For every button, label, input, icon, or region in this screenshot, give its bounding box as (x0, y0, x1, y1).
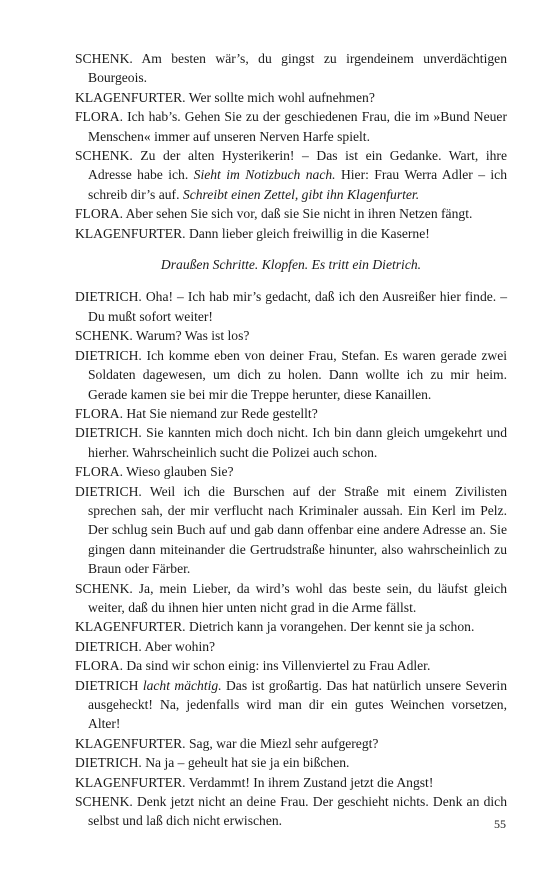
dialogue-line: SCHENK. Ja, mein Lieber, da wird’s wohl das beste sein, du läufst gleich weiter, daß du ihnen hier unten nicht grad in die Arme fällst. (75, 580, 507, 615)
dialogue-line: DIETRICH lacht mächtig. Das ist großartig. Das hat natürlich unsere Severin ausgeheckt! Na, jedenfalls wird man dir ein gutes Weinchen vorsetzen, Alter! (75, 677, 507, 732)
page-number: 55 (494, 817, 506, 831)
stage-direction: Draußen Schritte. Klopfen. Es tritt ein Dietrich. (160, 257, 422, 273)
dialogue-line: DIETRICH. Na ja – geheult hat sie ja ein bißchen. (75, 755, 350, 771)
dialogue-line: KLAGENFURTER. Sag, war die Miezl sehr aufgeregt? (75, 735, 379, 751)
dialogue-line: SCHENK. Warum? Was ist los? (75, 328, 250, 344)
dialogue-line: FLORA. Aber sehen Sie sich vor, daß sie Sie nicht in ihren Netzen fängt. (75, 206, 473, 222)
dialogue-line: KLAGENFURTER. Verdammt! In ihrem Zustand jetzt die Angst! (75, 774, 434, 790)
dialogue-line: FLORA. Wieso glauben Sie? (75, 464, 234, 480)
dialogue-line: DIETRICH. Sie kannten mich doch nicht. Ich bin dann gleich umgekehrt und hierher. Wahrscheinlich sucht die Polizei auch schon. (75, 425, 507, 460)
dialogue-line: FLORA. Da sind wir schon einig: ins Villenviertel zu Frau Adler. (75, 658, 431, 674)
dialogue-line: DIETRICH. Oha! – Ich hab mir’s gedacht, daß ich den Ausreißer hier finde. – Du mußt sofort weiter! (75, 289, 507, 324)
dialogue-line: DIETRICH. Weil ich die Burschen auf der Straße mit einem Zivilisten sprechen sah, der mir verflucht nach Kriminaler aussah. Ein Kerl im Pelz. Der schlug sein Buch auf und gab dann offenbar eine andere Adresse an. Sie gingen dann miteinander die Gertrudstraße hinunter, also wahrscheinlich zu Braun oder Färber. (75, 483, 507, 577)
dialogue-line: FLORA. Ich hab’s. Gehen Sie zu der geschiedenen Frau, die im »Bund Neuer Menschen« immer auf unseren Nerven Harfe spielt. (75, 109, 507, 144)
dialogue-line: SCHENK. Zu der alten Hysterikerin! – Das ist ein Gedanke. Wart, ihre Adresse habe ich. Sieht im Notizbuch nach. Hier: Frau Werra Adler – ich schreib dir’s auf. Schreibt einen Zettel, gibt ihn Klagenfurter. (75, 148, 507, 202)
dialogue-line: FLORA. Hat Sie niemand zur Rede gestellt? (75, 405, 318, 421)
dialogue-line: SCHENK. Am besten wär’s, du gingst zu irgendeinem unverdächtigen Bourgeois. (75, 51, 507, 86)
dialogue-line: SCHENK. Denk jetzt nicht an deine Frau. Der geschieht nichts. Denk an dich selbst und laß dich nicht erwischen. (75, 794, 507, 829)
dialogue-line: KLAGENFURTER. Dann lieber gleich freiwillig in die Kaserne! (75, 225, 430, 241)
document-body (75, 49, 507, 831)
dialogue-line: DIETRICH. Ich komme eben von deiner Frau, Stefan. Es waren gerade zwei Soldaten dagewesen, um dich zu holen. Dann wollte ich zu mir heim. Gerade kamen sie bei mir die Treppe herunter, diese Kanaillen. (75, 347, 507, 402)
dialogue-line: KLAGENFURTER. Wer sollte mich wohl aufnehmen? (75, 89, 375, 105)
dialogue-line: DIETRICH. Aber wohin? (75, 638, 216, 654)
dialogue-line: KLAGENFURTER. Dietrich kann ja vorangehen. Der kennt sie ja schon. (75, 619, 475, 635)
